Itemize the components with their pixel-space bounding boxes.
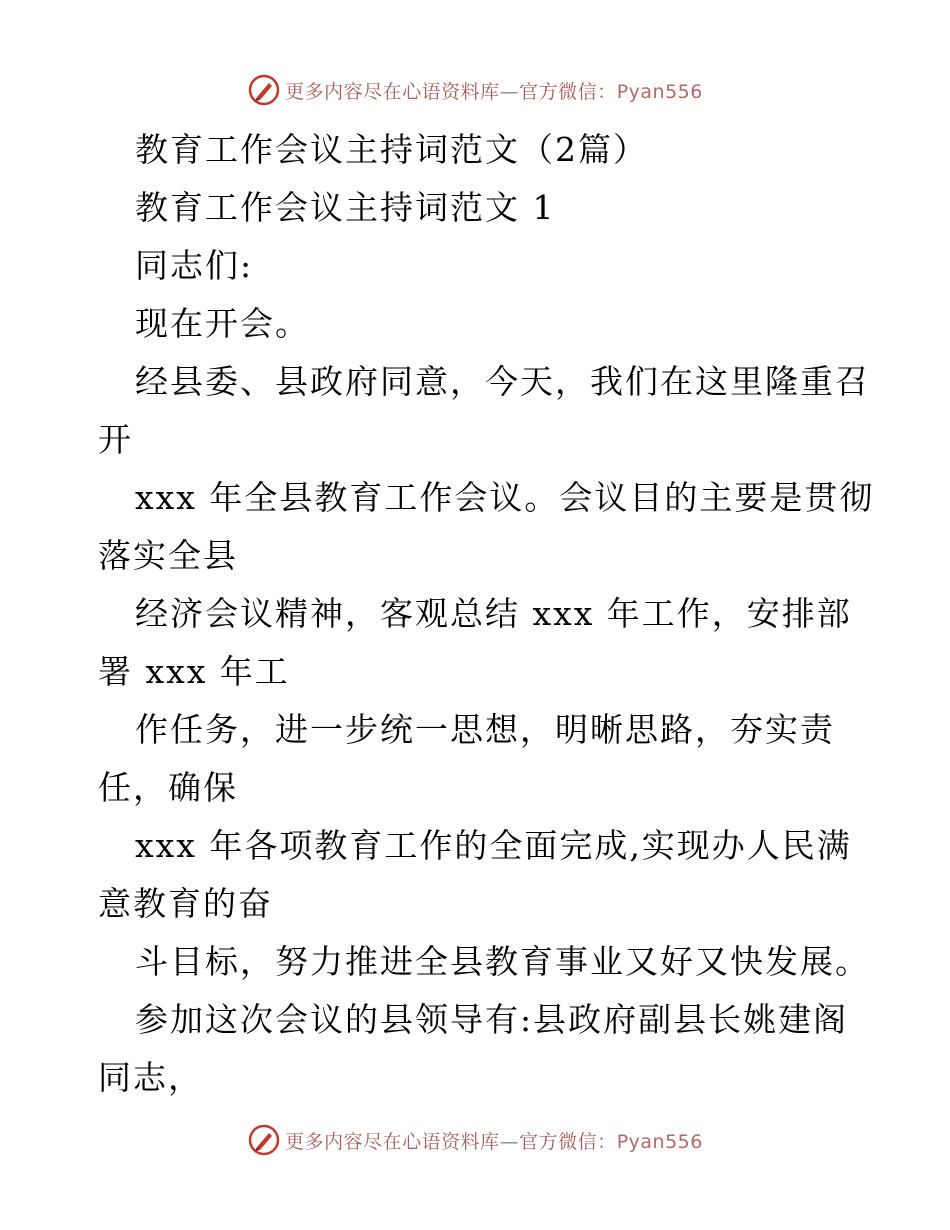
document-body [98,121,875,1107]
doc-line: 开 [98,420,133,459]
doc-line: 参加这次会议的县领导有:县政府副县长姚建阁 [135,1000,849,1039]
doc-line: 任，确保 [98,768,238,807]
doc-line: 教育工作会议主持词范文（2篇） [135,130,648,169]
banner-separator: — [499,80,520,103]
doc-line: 经济会议精神，客观总结 xxx 年工作，安排部 [135,594,852,633]
banner-slogan: 更多内容尽在心语资料库 [285,1130,500,1153]
doc-line: 现在开会。 [135,304,310,343]
doc-line: 意教育的奋 [98,884,273,923]
doc-line: xxx 年各项教育工作的全面完成,实现办人民满 [135,826,852,865]
doc-line: 教育工作会议主持词范文 1 [135,188,556,227]
banner-contact-label: 官方微信： [519,1130,617,1153]
doc-line: 落实全县 [98,536,238,575]
banner-text [285,77,703,104]
doc-line: 斗目标，努力推进全县教育事业又好又快发展。 [135,942,870,981]
doc-line: xxx 年全县教育工作会议。会议目的主要是贯彻 [135,478,875,517]
banner-contact-id: Pyan556 [616,80,703,103]
doc-line: 同志， [98,1058,203,1097]
doc-line: 同志们: [135,246,254,285]
banner-separator: — [499,1130,520,1153]
pen-logo-icon [247,1123,281,1157]
banner-text [285,1127,703,1154]
footer-banner [0,1120,950,1160]
doc-line: 作任务，进一步统一思想，明晰思路，夯实责 [135,710,835,749]
pen-logo-icon [247,73,281,107]
banner-contact-id: Pyan556 [616,1130,703,1153]
doc-line: 经县委、县政府同意，今天，我们在这里隆重召 [135,362,870,401]
banner-slogan: 更多内容尽在心语资料库 [285,80,500,103]
banner-contact-label: 官方微信： [519,80,617,103]
header-banner [0,70,950,110]
doc-line: 署 xxx 年工 [98,652,290,691]
